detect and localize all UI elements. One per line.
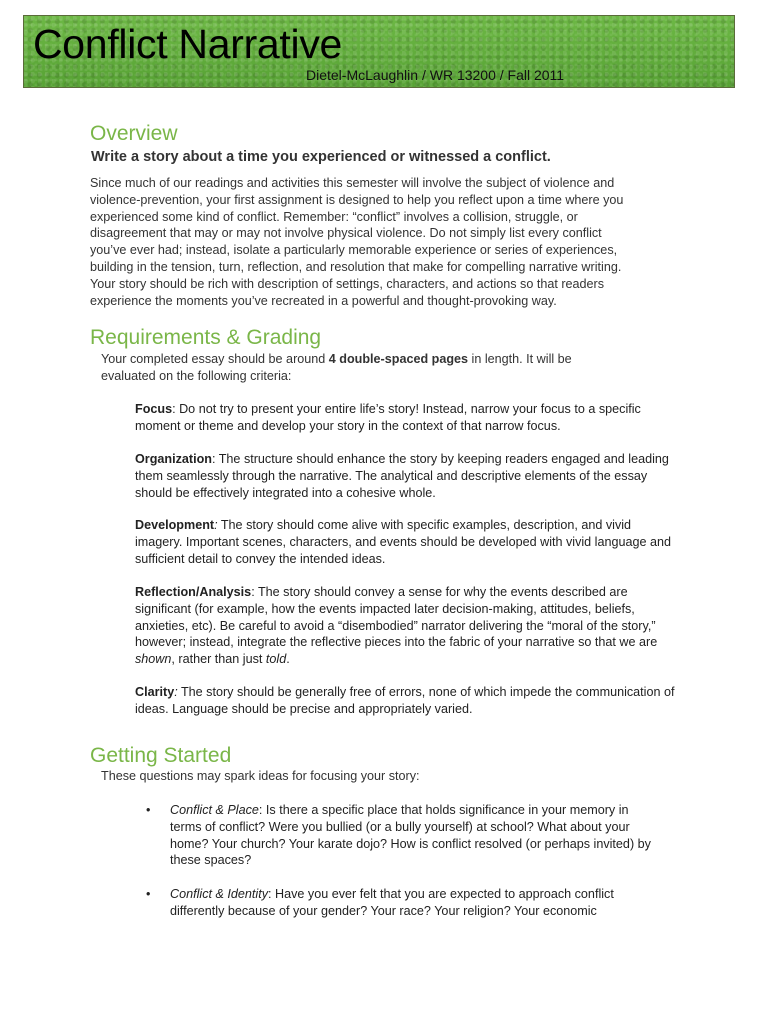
prompt-text: : Is there a specific place that holds significance in your memory in terms of conflict? Were you bullied (or a bully yourself) at school? What about your home? Your church? Your karate dojo? How is conflict resolved (or perhaps invited) by these spaces?	[170, 803, 651, 868]
requirements-heading: Requirements & Grading	[90, 326, 322, 349]
bullet-icon: •	[146, 803, 151, 817]
criterion-text: : The story should convey a sense for why the events described are significant (for example, how the events impacted later decision-making, attitudes, beliefs, anxieties, etc). Be careful to avoid a “disembodied” narrator delivering the “moral of the story,” however; instead, integrate the reflective pieces into the fabric of your narrative so that we are	[135, 585, 658, 650]
criterion-text-mid: , rather than just	[171, 652, 266, 667]
overview-line: Since much of our readings and activities this semester will involve the subject of violence and	[90, 176, 615, 190]
overview-paragraph	[90, 175, 690, 309]
criterion-colon: :	[174, 685, 178, 699]
criterion-term: Organization	[135, 452, 212, 466]
criterion-development	[135, 517, 675, 567]
title-banner	[23, 15, 735, 88]
criterion-text-end: .	[286, 652, 290, 667]
page-length: 4 double-spaced pages	[328, 352, 469, 366]
getting-started-heading: Getting Started	[90, 744, 232, 767]
overview-line: experienced some kind of conflict. Remember: “conflict” involves a collision, struggle, or	[90, 209, 578, 224]
intro-text-end: in length. It will be	[468, 352, 572, 366]
document-title: Conflict Narrative	[33, 21, 343, 67]
criterion-text: The story should come alive with specific examples, description, and vivid imagery. Important scenes, characters, and events should be developed with vivid language and sufficient detail to convey the intended ideas.	[135, 518, 672, 566]
requirements-intro	[101, 351, 661, 385]
emphasis-shown: shown	[135, 652, 172, 667]
criterion-term: Clarity	[135, 685, 175, 699]
course-info: Dietel-McLaughlin / WR 13200 / Fall 2011	[306, 67, 565, 83]
criterion-term: Reflection/Analysis	[135, 585, 252, 599]
overview-line: building in the tension, turn, reflection, and resolution that make for compelling narrative writing.	[90, 259, 622, 274]
criterion-term: Development	[135, 518, 215, 532]
overview-line: you’ve ever had; instead, isolate a particularly memorable experience or series of experiences,	[90, 243, 618, 258]
criterion-focus	[135, 401, 675, 435]
overview-line: violence-prevention, your first assignment is designed to help you reflect upon a time where you	[90, 192, 624, 207]
overview-line: disagreement that may or may not involve physical violence. Do not simply list every conflict	[90, 226, 602, 241]
criterion-organization	[135, 451, 675, 501]
overview-line: Your story should be rich with description of settings, characters, and actions so that readers	[90, 276, 605, 291]
intro-line-2: evaluated on the following criteria:	[101, 368, 292, 383]
emphasis-told: told	[265, 652, 287, 667]
prompt-text: : Have you ever felt that you are expected to approach conflict differently because of your gender? Your race? Your religion? Your economic	[170, 887, 614, 918]
criterion-text: : Do not try to present your entire life’s story! Instead, narrow your focus to a specific moment or theme and develop your story in the context of that narrow focus.	[135, 402, 641, 433]
criterion-reflection	[135, 584, 675, 668]
criterion-text: The story should be generally free of errors, none of which impede the communication of ideas. Language should be precise and appropriately varied.	[135, 685, 675, 716]
prompt-term: Conflict & Identity	[170, 887, 268, 901]
getting-started-intro: These questions may spark ideas for focusing your story:	[101, 769, 420, 783]
overview-heading: Overview	[90, 122, 178, 145]
overview-lead: Write a story about a time you experienced or witnessed a conflict.	[91, 149, 551, 165]
criterion-term: Focus	[135, 402, 173, 416]
criterion-clarity	[135, 684, 675, 718]
prompt-term: Conflict & Place	[170, 803, 259, 817]
bullet-icon: •	[146, 887, 151, 901]
overview-line: experience the moments you’ve recreated in a powerful and thought-provoking way.	[90, 293, 557, 308]
criterion-colon: :	[214, 518, 218, 532]
intro-text: Your completed essay should be around	[101, 352, 329, 366]
criterion-text: : The structure should enhance the story by keeping readers engaged and leading them seamlessly through the narrative. The analytical and descriptive elements of the essay should be effectively integrated into a cohesive whole.	[135, 452, 669, 500]
